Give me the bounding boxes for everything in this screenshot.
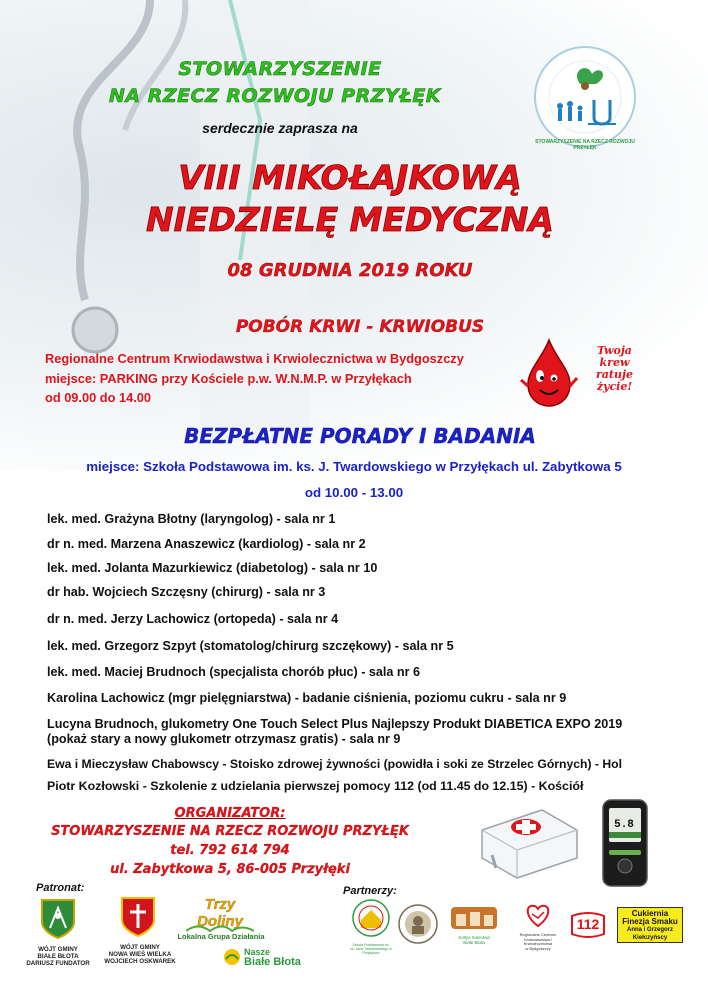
patron2-text [100, 944, 180, 965]
logo-ring-text: STOWARZYSZENIE NA RZECZ ROZWOJU PRZYŁĘK [535, 139, 635, 151]
cukiernia-line3: Anna i Grzegorz [626, 927, 673, 933]
first-aid-kit-icon [472, 800, 582, 880]
list-item: Ewa i Mieczysław Chabowscy - Stoisko zdrowej żywności (powidła i soki ze Strzelec Górnych) - Hol [47, 757, 622, 771]
church-seal-icon [397, 903, 439, 945]
list-item: dr n. med. Jerzy Lachowicz (ortopeda) - sala nr 4 [47, 612, 339, 626]
list-item: Lucyna Brudnoch, glukometry One Touch Select Plus Najlepszy Produkt DIABETICA EXPO 2019 [47, 717, 623, 731]
nasze-biale-blota-icon [222, 947, 242, 967]
event-title-line2: NIEDZIELĘ MEDYCZNĄ [146, 200, 554, 239]
organizer-phone: tel. 792 614 794 [170, 843, 290, 858]
mascot-line3: ratuje [596, 368, 633, 381]
org-name-line1: STOWARZYSZENIE [178, 58, 382, 80]
list-item: dr n. med. Marzena Anaszewicz (kardiolog) - sala nr 2 [47, 537, 366, 551]
biale-blota-crest-icon [40, 898, 76, 940]
patron1-line1: WÓJT GMINY [38, 946, 78, 953]
organizer-address: ul. Zabytkowa 5, 86-005 Przyłęki [110, 862, 350, 877]
list-item: lek. med. Jolanta Mazurkiewicz (diabetolog) - sala nr 10 [47, 561, 378, 575]
patronat-label: Patronat: [36, 882, 85, 894]
blood-place: miejsce: PARKING przy Kościele p.w. W.N.M.P. w Przyłękach [45, 371, 412, 386]
partner-school-text: Szkoła Podstawowa im. ks. Jana Twardowskiego w Przyłękach [350, 943, 392, 955]
advice-place: miejsce: Szkoła Podstawowa im. ks. J. Twardowskiego w Przyłękach ul. Zabytkowa 5 [86, 459, 622, 474]
partners-label: Partnerzy: [343, 885, 397, 897]
rckik-line3: w Bydgoszczy [525, 945, 551, 951]
solectwo-text [450, 935, 498, 945]
blood-drop-icon [520, 338, 578, 410]
partner-school [350, 898, 392, 955]
list-item: dr hab. Wojciech Szczęsny (chirurg) - sala nr 3 [47, 585, 326, 599]
mascot-line4: życie! [596, 380, 633, 393]
organizer-label: ORGANIZATOR: [174, 806, 286, 821]
patron1-line3: DARIUSZ FUNDATOR [26, 960, 90, 967]
association-logo [530, 42, 640, 152]
list-item: Piotr Kozłowski - Szkolenie z udzielania pierwszej pomocy 112 (od 11.45 do 12.15) - Kościół [47, 779, 584, 793]
glucometer-icon [597, 798, 655, 890]
list-item: (pokaż stary a nowy glukometr otrzymasz gratis) - sala nr 9 [47, 732, 401, 746]
blood-hours: od 09.00 do 14.00 [45, 390, 151, 405]
solectwo-logo-icon [450, 906, 498, 930]
cukiernia-line1: Cukiernia [631, 909, 669, 918]
organizer-name: STOWARZYSZENIE NA RZECZ ROZWOJU PRZYŁĘK [51, 824, 409, 839]
emergency-112-text: 112 [576, 916, 600, 932]
cukiernia-line2: Finezja Smaku [622, 917, 678, 926]
association-logo-icon [530, 42, 640, 152]
mascot-line1: Twoja [597, 344, 632, 357]
school-logo-icon [350, 898, 392, 938]
cukiernia-sponsor [617, 907, 683, 943]
rckik-line1: Regionalne Centrum [519, 932, 557, 937]
trzy-doliny-logo: Trzy Doliny [197, 896, 243, 930]
glucometer-reading: 5.8 [614, 819, 634, 831]
patron1-line2: BIAŁE BŁOTA [37, 953, 79, 960]
solectwo-line1: Sołtys Sołectwa [458, 935, 490, 940]
list-item: lek. med. Maciej Brudnoch (specjalista chorób płuc) - sala nr 6 [47, 665, 421, 679]
nasze-line1: Nasze [244, 947, 271, 957]
patron2-line1: WÓJT GMINY [120, 944, 160, 951]
blood-title: POBÓR KRWI - KRWIOBUS [235, 317, 485, 337]
list-item: Karolina Lachowicz (mgr pielęgniarstwa) - badanie ciśnienia, poziomu cukru - sala nr 9 [47, 691, 567, 705]
partner-solectwo [450, 906, 498, 946]
patron1-text [22, 946, 94, 967]
blood-center: Regionalne Centrum Krwiodawstwa i Krwiolecznictwa w Bydgoszczy [45, 351, 464, 366]
invites-text: serdecznie zaprasza na [202, 120, 358, 136]
advice-title: BEZPŁATNE PORADY I BADANIA [184, 424, 536, 448]
patron2-line3: WOJCIECH OSKWAREK [104, 958, 176, 965]
hills-icon [186, 922, 254, 932]
cukiernia-line4: Kiełczyńscy [632, 935, 668, 941]
nowa-wies-wielka-crest-icon [120, 896, 156, 938]
patron2-line2: NOWA WIEŚ WIELKA [108, 951, 172, 958]
partner-rckik [510, 900, 566, 951]
org-name-line2: NA RZECZ ROZWOJU PRZYŁĘK [108, 85, 442, 107]
mascot-speech [596, 345, 633, 393]
event-title-line1: VIII MIKOŁAJKOWĄ [178, 158, 522, 197]
event-date: 08 GRUDNIA 2019 ROKU [227, 260, 473, 281]
rckik-heart-icon [510, 900, 566, 928]
nasze-biale-blota-text [244, 947, 301, 967]
mascot-line2: krew [599, 356, 630, 369]
rckik-text [510, 933, 566, 951]
solectwo-line2: Białe Błota [463, 940, 485, 945]
list-item: lek. med. Grzegorz Szpyt (stomatolog/chirurg szczękowy) - sala nr 5 [47, 639, 454, 653]
advice-hours: od 10.00 - 13.00 [304, 485, 404, 500]
rckik-line2: Krwiodawstwa i Krwiolecznictwa [523, 936, 553, 946]
list-item: lek. med. Grażyna Błotny (laryngolog) - sala nr 1 [47, 512, 336, 526]
trzy-doliny-sub: Lokalna Grupa Działania [177, 932, 265, 941]
nasze-line2: Białe Błota [244, 956, 301, 968]
